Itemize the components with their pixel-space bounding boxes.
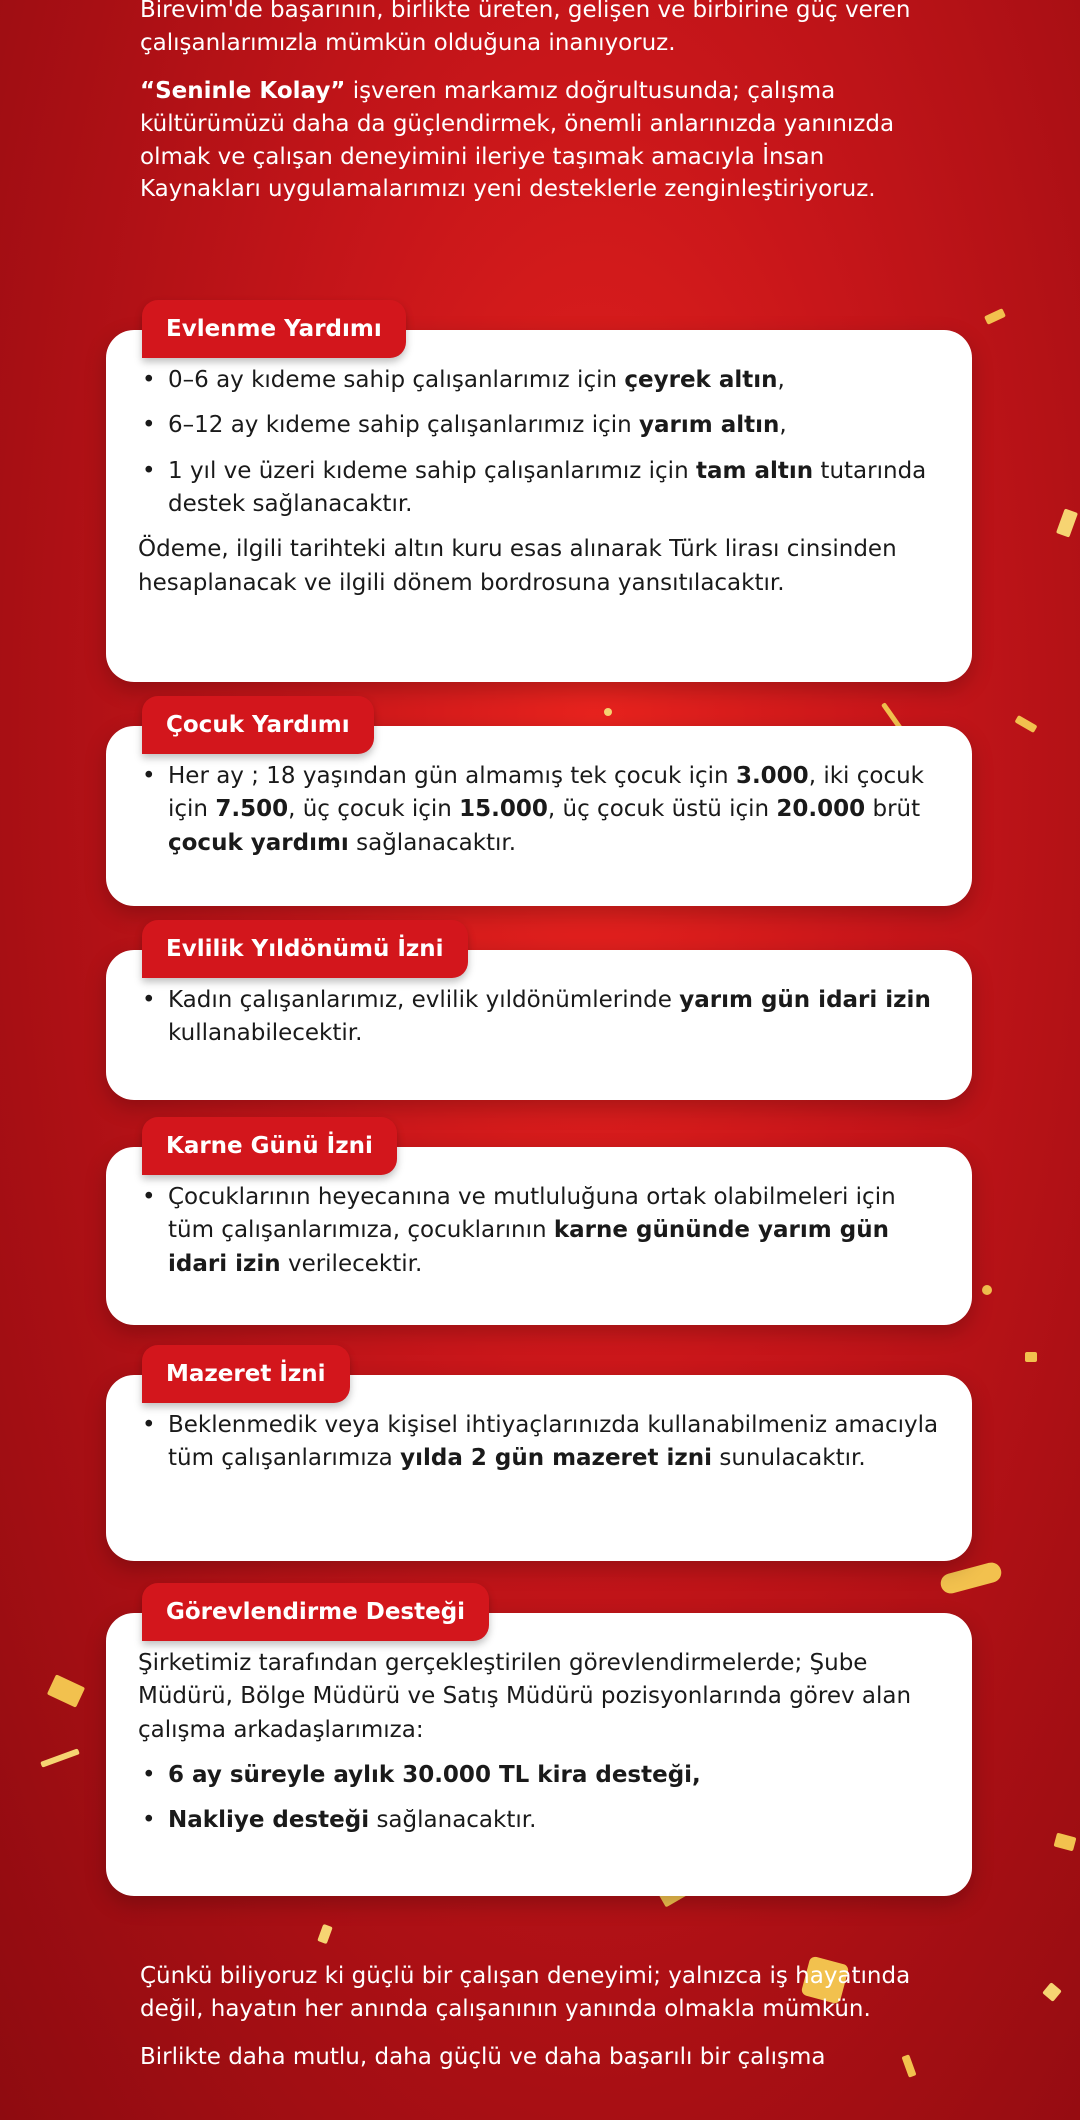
section-report-card bbox=[106, 1117, 972, 1327]
confetti-piece bbox=[984, 308, 1006, 325]
card-assignment bbox=[106, 1613, 972, 1896]
section-child bbox=[106, 696, 972, 908]
list-item: • Çocuklarının heyecanına ve mutluluğuna ortak olabilmeleri için tüm çalışanlarımıza, çocuklarının karne gününde yarım gün idari izin verilecektir. bbox=[138, 1181, 942, 1281]
brand-name: “Seninle Kolay” bbox=[140, 78, 346, 105]
outro-paragraph: Çünkü biliyoruz ki güçlü bir çalışan deneyimi; yalnızca iş hayatında değil, hayatın her anında çalışanının yanında olmakla mümkün. bbox=[140, 1963, 911, 2022]
section-title-child: Çocuk Yardımı bbox=[142, 696, 374, 754]
assignment-intro: Şirketimiz tarafından gerçekleştirilen görevlendirmelerde; Şube Müdürü, Bölge Müdürü ve Satış Müdürü pozisyonlarında görev alan çalışma arkadaşlarımıza: bbox=[138, 1650, 912, 1743]
confetti-piece bbox=[47, 1674, 85, 1707]
section-title-report-card: Karne Günü İzni bbox=[142, 1117, 397, 1175]
list-item: • 6 ay süreyle aylık 30.000 TL kira desteği, bbox=[138, 1759, 942, 1792]
intro-text bbox=[140, 0, 940, 222]
intro-paragraph-rest: işveren markamız doğrultusunda; çalışma kültürümüzü daha da güçlendirmek, önemli anlarınızda yanınızda olmak ve çalışan deneyimini ileriye taşımak amacıyla İnsan Kaynakları uygulamalarımızı yeni desteklerle zenginleştiriyoruz. bbox=[140, 78, 895, 203]
section-anniversary bbox=[106, 920, 972, 1102]
confetti-piece bbox=[1056, 508, 1078, 537]
confetti-piece bbox=[1014, 715, 1037, 733]
list-item: • Kadın çalışanlarımız, evlilik yıldönümlerinde yarım gün idari izin kullanabilecektir. bbox=[138, 984, 942, 1051]
note-text: Ödeme, ilgili tarihteki altın kuru esas alınarak Türk lirası cinsinden hesaplanacak ve ilgili dönem bordrosuna yansıtılacaktır. bbox=[138, 536, 897, 596]
list-item: • 1 yıl ve üzeri kıdeme sahip çalışanlarımız için tam altın tutarında destek sağlanacaktır. bbox=[138, 455, 942, 522]
list-item: • 6–12 ay kıdeme sahip çalışanlarımız için yarım altın, bbox=[138, 409, 942, 442]
list-item: • Beklenmedik veya kişisel ihtiyaçlarınızda kullanabilmeniz amacıyla tüm çalışanlarımıza yıldа 2 gün mazeret izni sunulacaktır. bbox=[138, 1409, 942, 1476]
list-item: • 0–6 ay kıdeme sahip çalışanlarımız için çeyrek altın, bbox=[138, 364, 942, 397]
section-title-excuse-leave: Mazeret İzni bbox=[142, 1345, 350, 1403]
section-title-assignment: Görevlendirme Desteği bbox=[142, 1583, 489, 1641]
confetti-piece bbox=[1025, 1352, 1037, 1362]
confetti-piece bbox=[1042, 1982, 1062, 2002]
section-assignment bbox=[106, 1583, 972, 1898]
section-excuse-leave bbox=[106, 1345, 972, 1563]
list-item: • Her ay ; 18 yaşından gün almamış tek çocuk için 3.000, iki çocuk için 7.500, üç çocuk için 15.000, üç çocuk üstü için 20.000 brüt çocuk yardımı sağlanacaktır. bbox=[138, 760, 942, 860]
confetti-piece bbox=[317, 1924, 333, 1944]
section-title-anniversary: Evlilik Yıldönümü İzni bbox=[142, 920, 468, 978]
intro-paragraph: Birevim'de başarının, birlikte üreten, gelişen ve birbirine güç veren çalışanlarımızla mümkün olduğuna inanıyoruz. bbox=[140, 0, 911, 56]
confetti-piece bbox=[40, 1748, 80, 1767]
outro-text bbox=[140, 1960, 940, 2090]
confetti-piece bbox=[1054, 1833, 1077, 1852]
confetti-piece bbox=[982, 1285, 992, 1295]
card-marriage bbox=[106, 330, 972, 682]
list-item: • Nakliye desteği sağlanacaktır. bbox=[138, 1804, 942, 1837]
section-title-marriage: Evlenme Yardımı bbox=[142, 300, 406, 358]
outro-paragraph: Birlikte daha mutlu, daha güçlü ve daha başarılı bir çalışma bbox=[140, 2044, 826, 2071]
intro-paragraph-brand bbox=[140, 75, 940, 206]
section-marriage bbox=[106, 300, 972, 682]
